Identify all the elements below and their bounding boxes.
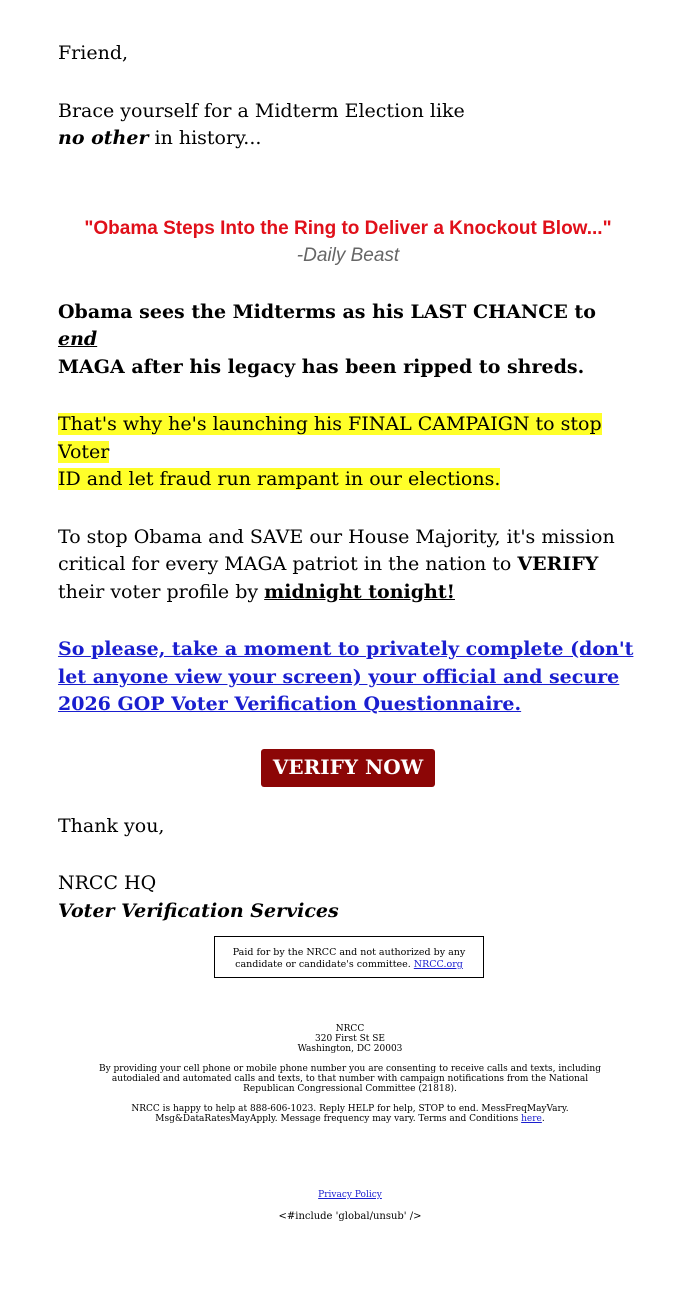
deadline-text: midnight tonight! (264, 580, 455, 603)
para1-part1: Obama sees the Midterms as his LAST CHANCE to (58, 300, 596, 323)
headline-quote: "Obama Steps Into the Ring to Deliver a Knockout Blow..." (84, 217, 612, 239)
paragraph-final-campaign (58, 411, 638, 494)
unsubscribe-include: <#include 'global/unsub' /> (278, 1211, 422, 1222)
email-content (58, 40, 638, 925)
highlight-line2: ID and let fraud run rampant in our elections. (58, 468, 501, 490)
greeting: Friend, (58, 42, 129, 64)
paid-for-disclaimer (214, 936, 484, 978)
disclaimer-text: Paid for by the NRCC and not authorized by any candidate or candidate's committee. (232, 947, 466, 970)
nrcc-org-link[interactable]: NRCC.org (413, 959, 463, 970)
terms-here-link[interactable]: here (521, 1114, 542, 1124)
para3-part2: their voter profile by (58, 580, 265, 603)
questionnaire-link[interactable]: So please, take a moment to privately complete (don't let anyone view your screen) your official and secure 2026 GOP Voter Verification Questionnaire. (58, 638, 634, 715)
highlight-line1: That's why he's launching his FINAL CAMPAIGN to stop Voter (58, 413, 602, 463)
footer-street: 320 First St SE (315, 1034, 385, 1044)
para1-emphasis: end (58, 328, 98, 350)
signature-dept: Voter Verification Services (58, 899, 339, 922)
quote-attribution: -Daily Beast (296, 244, 400, 266)
footer-help-tail: . (541, 1114, 545, 1124)
paragraph-verify-profile (58, 524, 638, 607)
intro-tail: in history... (148, 127, 262, 149)
intro-emphasis: no other (58, 127, 149, 149)
para3-part1: To stop Obama and SAVE our House Majority, it's mission critical for every MAGA patriot in the nation to (58, 525, 615, 575)
cta-paragraph (58, 636, 638, 719)
footer-consent: By providing your cell phone or mobile phone number you are consenting to receive calls and texts, including autodialed and automated calls and texts, to that number with campaign notifications from the National Republican Congressional Committee (21818). (98, 1064, 601, 1094)
para1-part2: MAGA after his legacy has been ripped to shreds. (58, 355, 585, 378)
footer-org-name: NRCC (335, 1024, 365, 1034)
privacy-policy-link[interactable]: Privacy Policy (318, 1190, 382, 1200)
footer-privacy (95, 1190, 605, 1200)
button-row (58, 747, 638, 787)
quote-block (58, 215, 638, 269)
footer-help (95, 1104, 605, 1124)
paragraph-last-chance (58, 299, 638, 382)
signature-org: NRCC HQ (58, 872, 157, 894)
thank-you: Thank you, (58, 814, 165, 837)
intro-line1: Brace yourself for a Midterm Election like (58, 99, 465, 122)
footer-address (95, 1024, 605, 1054)
para3-verify: VERIFY (517, 553, 599, 575)
signature (58, 870, 638, 925)
intro-paragraph (58, 98, 638, 153)
footer-help-text: NRCC is happy to help at 888-606-1023. Reply HELP for help, STOP to end. MessFreqMayVary. Msg&DataRatesMayApply. Message frequency may vary. Terms and Conditions (131, 1104, 569, 1124)
footer-city: Washington, DC 20003 (297, 1044, 403, 1054)
verify-now-button[interactable]: VERIFY NOW (261, 749, 435, 787)
